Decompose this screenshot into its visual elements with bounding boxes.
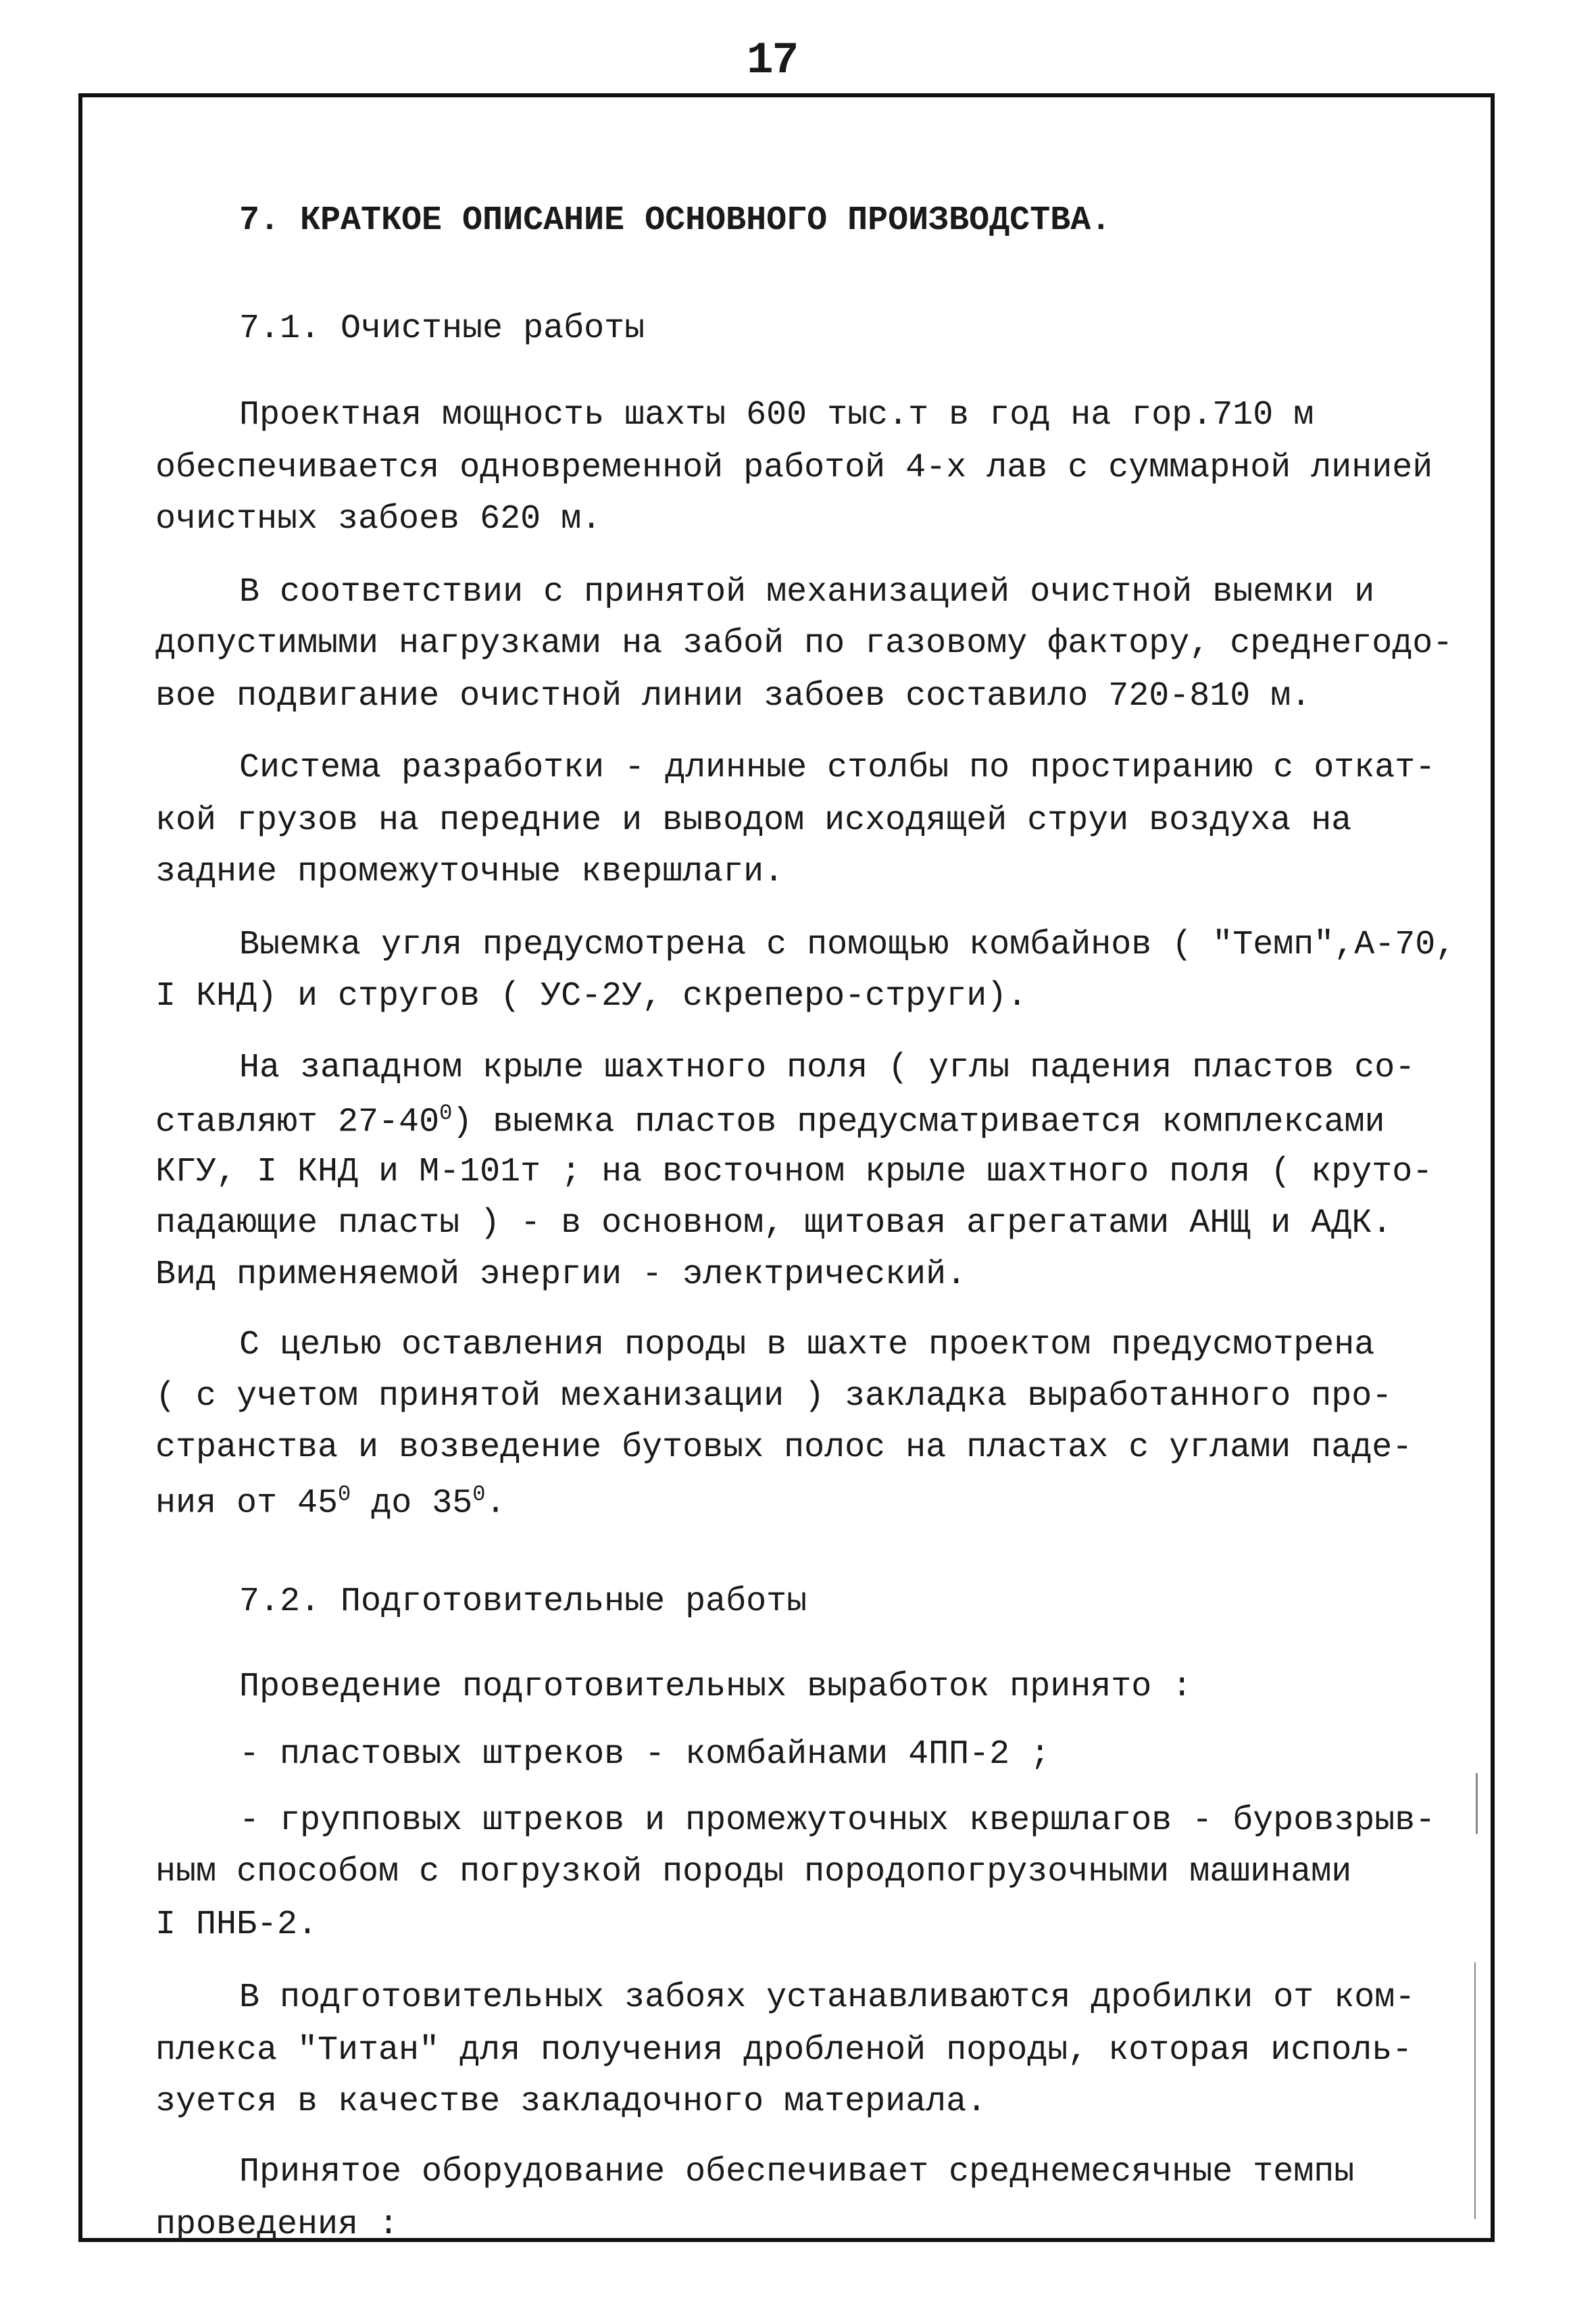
degree-superscript: 0 bbox=[472, 1482, 486, 1507]
text-line: - пластовых штреков - комбайнами 4ПП-2 ; bbox=[239, 1735, 1051, 1774]
text-line: вое подвигание очистной линии забоев составило 720-810 м. bbox=[155, 677, 1312, 716]
text-fragment: ния от 45 bbox=[155, 1484, 339, 1523]
scan-artifact bbox=[1474, 1962, 1476, 2219]
text-line: Проведение подготовительных выработок принято : bbox=[239, 1668, 1193, 1706]
text-line bbox=[155, 1484, 506, 1521]
text-line: В соответствии с принятой механизацией очистной выемки и bbox=[239, 573, 1375, 612]
text-line: Вид применяемой энергии - электрический. bbox=[155, 1255, 967, 1294]
text-line: зуется в качестве закладочного материала. bbox=[155, 2083, 987, 2121]
degree-superscript: 0 bbox=[439, 1101, 453, 1126]
document-frame bbox=[78, 93, 1495, 2242]
text-line: Система разработки - длинные столбы по простиранию с откат- bbox=[239, 749, 1436, 787]
text-line: ( с учетом принятой механизации ) закладка выработанного про- bbox=[155, 1377, 1393, 1416]
text-line: - групповых штреков и промежуточных квершлагов - буровзрыв- bbox=[239, 1801, 1436, 1840]
text-line: падающие пласты ) - в основном, щитовая агрегатами АНЩ и АДК. bbox=[155, 1204, 1393, 1243]
text-line: С целью оставления породы в шахте проектом предусмотрена bbox=[239, 1326, 1375, 1364]
degree-superscript: 0 bbox=[338, 1482, 351, 1507]
text-line: I КНД) и стругов ( УС-2У, скреперо-струги). bbox=[155, 977, 1028, 1016]
scan-artifact bbox=[1476, 1773, 1478, 1834]
text-line: КГУ, I КНД и М-101т ; на восточном крыле шахтного поля ( круто- bbox=[155, 1153, 1433, 1191]
text-line: Проектная мощность шахты 600 тыс.т в год на гор.710 м bbox=[239, 396, 1314, 434]
text-fragment: ) выемка пластов предусматривается комплексами bbox=[452, 1103, 1385, 1142]
text-line: В подготовительных забоях устанавливаются дробилки от ком- bbox=[239, 1978, 1416, 2017]
subsection-title-preparatory: 7.2. Подготовительные работы bbox=[239, 1583, 807, 1621]
text-line: задние промежуточные квершлаги. bbox=[155, 853, 784, 891]
text-line: Выемка угля предусмотрена с помощью комбайнов ( "Темп",А-70, bbox=[239, 926, 1456, 964]
section-heading: 7. КРАТКОЕ ОПИСАНИЕ ОСНОВНОГО ПРОИЗВОДСТВА. bbox=[239, 201, 1112, 240]
text-line bbox=[155, 1103, 1385, 1140]
text-fragment: ставляют 27-40 bbox=[155, 1103, 440, 1142]
page-number: 17 bbox=[747, 35, 798, 86]
text-line: проведения : bbox=[155, 2206, 399, 2244]
text-line: странства и возведение бутовых полос на пластах с углами паде- bbox=[155, 1428, 1413, 1467]
text-line: очистных забоев 620 м. bbox=[155, 500, 602, 539]
text-line: кой грузов на передние и выводом исходящей струи воздуха на bbox=[155, 801, 1352, 840]
text-line: плекса "Титан" для получения дробленой породы, которая исполь- bbox=[155, 2031, 1413, 2070]
text-line: Принятое оборудование обеспечивает среднемесячные темпы bbox=[239, 2153, 1355, 2191]
text-line: допустимыми нагрузками на забой по газовому фактору, среднегодо- bbox=[155, 624, 1453, 663]
text-fragment: . bbox=[485, 1484, 506, 1523]
document-body bbox=[82, 97, 1491, 2244]
text-line: I ПНБ-2. bbox=[155, 1906, 318, 1944]
text-line: На западном крыле шахтного поля ( углы падения пластов со- bbox=[239, 1049, 1416, 1087]
text-line: ным способом с погрузкой породы породопогрузочными машинами bbox=[155, 1853, 1352, 1891]
text-fragment: до 35 bbox=[351, 1484, 473, 1523]
text-line: обеспечивается одновременной работой 4-х лав с суммарной линией bbox=[155, 449, 1433, 487]
subsection-title-cleaning: 7.1. Очистные работы bbox=[239, 309, 645, 348]
